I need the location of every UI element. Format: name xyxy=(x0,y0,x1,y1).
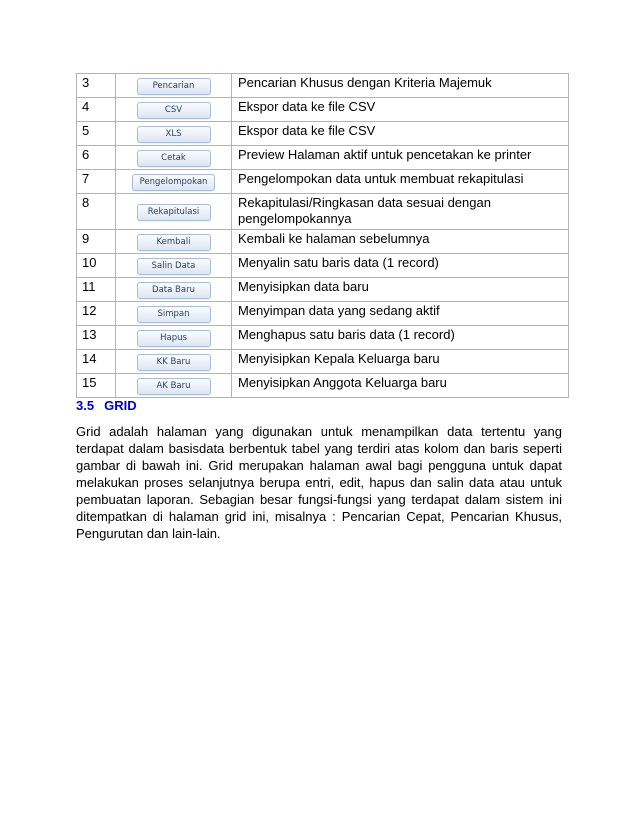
row-description: Menyisipkan data baru xyxy=(232,278,569,302)
row-description: Menyisipkan Anggota Keluarga baru xyxy=(232,374,569,398)
row-description: Preview Halaman aktif untuk pencetakan ke printer xyxy=(232,146,569,170)
row-number: 7 xyxy=(77,170,116,194)
table-row xyxy=(77,170,569,194)
button-cell xyxy=(116,122,232,146)
row-number: 14 xyxy=(77,350,116,374)
row-number: 15 xyxy=(77,374,116,398)
row-description: Ekspor data ke file CSV xyxy=(232,98,569,122)
table-row xyxy=(77,98,569,122)
row-number: 4 xyxy=(77,98,116,122)
table-row xyxy=(77,230,569,254)
table-row xyxy=(77,326,569,350)
row-number: 10 xyxy=(77,254,116,278)
button-cell xyxy=(116,74,232,98)
row-description: Menyimpan data yang sedang aktif xyxy=(232,302,569,326)
button-cell xyxy=(116,146,232,170)
table-row xyxy=(77,302,569,326)
row-description: Kembali ke halaman sebelumnya xyxy=(232,230,569,254)
table-row xyxy=(77,194,569,230)
ui-button-image: Pengelompokan xyxy=(132,174,216,191)
table-row xyxy=(77,122,569,146)
ui-button-image: Data Baru xyxy=(137,282,211,299)
ui-button-image: Simpan xyxy=(137,306,211,323)
row-description: Menyisipkan Kepala Keluarga baru xyxy=(232,350,569,374)
row-number: 5 xyxy=(77,122,116,146)
row-description: Pengelompokan data untuk membuat rekapitulasi xyxy=(232,170,569,194)
section-title: GRID xyxy=(104,398,137,413)
button-cell xyxy=(116,326,232,350)
button-cell xyxy=(116,374,232,398)
row-number: 6 xyxy=(77,146,116,170)
table-body xyxy=(77,74,569,398)
row-description: Rekapitulasi/Ringkasan data sesuai dengan pengelompokannya xyxy=(232,194,569,230)
ui-button-image: Pencarian xyxy=(137,78,211,95)
row-number: 13 xyxy=(77,326,116,350)
ui-button-image: CSV xyxy=(137,102,211,119)
ui-button-image: Cetak xyxy=(137,150,211,167)
row-number: 9 xyxy=(77,230,116,254)
section-paragraph: Grid adalah halaman yang digunakan untuk menampilkan data tertentu yang terdapat dalam basisdata berbentuk tabel yang terdiri atas kolom dan baris seperti gambar di bawah ini. Grid merupakan halaman awal bagi pengguna untuk dapat melakukan proses selanjutnya berupa entri, edit, hapus dan salin data atau untuk pembuatan laporan. Sebagian besar fungsi-fungsi yang terdapat dalam sistem ini ditempatkan di halaman grid ini, misalnya : Pencarian Cepat, Pencarian Khusus, Pengurutan dan lain-lain. xyxy=(76,424,562,541)
table-row xyxy=(77,74,569,98)
ui-button-image: XLS xyxy=(137,126,211,143)
row-description: Menyalin satu baris data (1 record) xyxy=(232,254,569,278)
ui-button-image: Kembali xyxy=(137,234,211,251)
table-row xyxy=(77,278,569,302)
row-description: Menghapus satu baris data (1 record) xyxy=(232,326,569,350)
button-cell xyxy=(116,98,232,122)
ui-button-image: AK Baru xyxy=(137,378,211,395)
button-cell xyxy=(116,302,232,326)
row-number: 8 xyxy=(77,194,116,230)
ui-button-image: Hapus xyxy=(137,330,211,347)
button-cell xyxy=(116,230,232,254)
ui-button-image: KK Baru xyxy=(137,354,211,371)
row-number: 11 xyxy=(77,278,116,302)
row-number: 3 xyxy=(77,74,116,98)
table-row xyxy=(77,146,569,170)
button-cell xyxy=(116,350,232,374)
section-heading xyxy=(76,398,137,413)
table-row xyxy=(77,350,569,374)
table-row xyxy=(77,254,569,278)
button-cell xyxy=(116,254,232,278)
row-description: Ekspor data ke file CSV xyxy=(232,122,569,146)
section-number: 3.5 xyxy=(76,398,95,413)
ui-button-image: Rekapitulasi xyxy=(137,204,211,221)
button-description-table xyxy=(76,73,569,398)
button-cell xyxy=(116,194,232,230)
ui-button-image: Salin Data xyxy=(137,258,211,275)
table-row xyxy=(77,374,569,398)
button-cell xyxy=(116,278,232,302)
row-description: Pencarian Khusus dengan Kriteria Majemuk xyxy=(232,74,569,98)
button-cell xyxy=(116,170,232,194)
row-number: 12 xyxy=(77,302,116,326)
